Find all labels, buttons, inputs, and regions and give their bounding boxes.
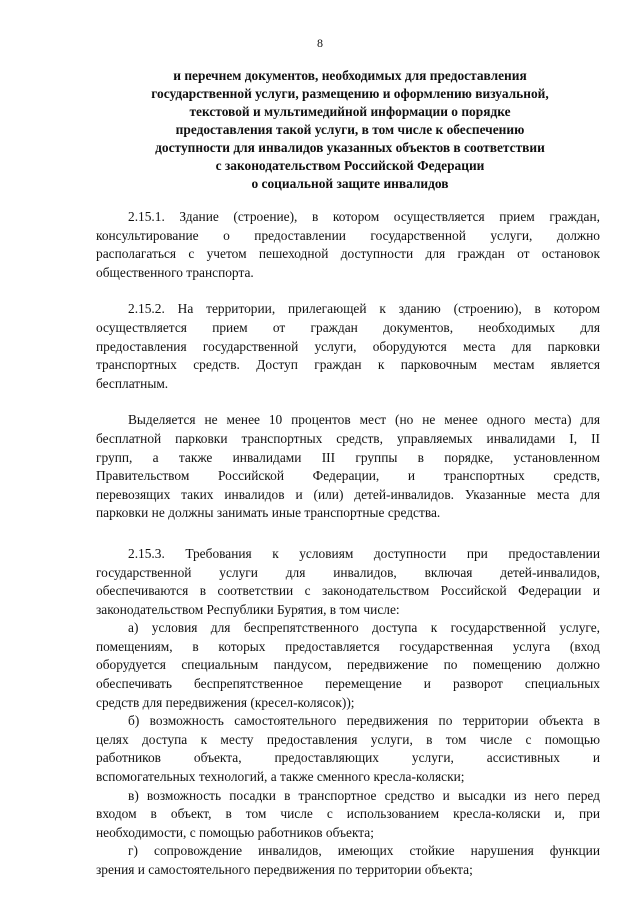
heading-line: государственной услуги, размещению и оформлению визуальной, [151,86,549,101]
list-item-b [96,712,600,786]
text-line: парковки не должны занимать иные транспортные средства. [96,505,441,521]
text-line: предоставления государственной услуги, оборудуются места для парковки [96,338,600,354]
text-line: 2.15.3. Требования к условиям доступности при предоставлении [128,545,600,561]
text-line: транспортных средств. Доступ граждан к парковочным местам является [96,357,600,373]
text-line: 2.15.1. Здание (строение), в котором осуществляется прием граждан, [128,209,600,224]
paragraph-2-15-1 [96,208,600,282]
text-line: обеспечивать беспрепятственное перемещение и разворот специальных [96,676,600,692]
section-heading [110,67,590,193]
text-line: бесплатной парковки транспортных средств, управляемых инвалидами I, II [96,430,600,446]
list-item-v [96,787,600,843]
heading-line: и перечнем документов, необходимых для предоставления [173,68,527,83]
text-line: зрения и самостоятельного передвижения по территории объекта; [96,862,473,877]
heading-line: текстовой и мультимедийной информации о порядке [189,104,511,119]
text-line: общественного транспорта. [96,264,254,280]
document-body [96,208,600,880]
text-line: средств для передвижения (кресел-колясок)); [96,694,355,710]
text-line: входом в объект, в том числе с использованием кресла-коляски и, при [96,806,600,822]
paragraph-2-15-3 [96,545,600,619]
heading-line: доступности для инвалидов указанных объектов в соответствии [155,140,545,155]
text-line: бесплатным. [96,375,169,391]
text-line: Выделяется не менее 10 процентов мест (но не менее одного места) для [128,412,600,428]
text-line: обеспечиваются в соответствии с законодательством Российской Федерации и [96,583,600,599]
text-line: оборудуется специальным пандусом, передвижение по помещению должно [96,657,600,673]
list-item-g [96,842,600,879]
text-line: необходимости, с помощью работников объекта; [96,824,374,840]
text-line: законодательством Республики Бурятия, в том числе: [96,601,400,617]
text-line: 2.15.2. На территории, прилегающей к зданию (строению), в котором [128,301,600,317]
text-line: целях доступа к месту предоставления услуги, в том числе с помощью [96,731,600,747]
text-line: Правительством Российской Федерации, и транспортных средств, [96,468,600,484]
heading-line: о социальной защите инвалидов [251,176,449,191]
heading-line: предоставления такой услуги, в том числе к обеспечению [175,122,525,137]
paragraph-parking-quota [96,411,600,523]
text-line: консультирование о предоставлении государственной услуги, должно [96,227,600,243]
text-line: государственной услуги для инвалидов, включая детей-инвалидов, [96,564,600,580]
page-number: 8 [317,36,323,50]
text-line: в) возможность посадки в транспортное средство и высадки из него перед [128,787,600,803]
text-line: осуществляется прием от граждан документов, необходимых для [96,319,600,335]
list-item-a [96,619,600,712]
text-line: а) условия для беспрепятственного доступа к государственной услуге, [128,620,600,636]
text-line: вспомогательных технологий, а также сменного кресла-коляски; [96,769,465,785]
paragraph-2-15-2 [96,300,600,393]
text-line: г) сопровождение инвалидов, имеющих стойкие нарушения функции [128,843,600,859]
text-line: групп, а также инвалидами III группы в порядке, установленном [96,449,600,465]
text-line: б) возможность самостоятельного передвижения по территории объекта в [128,713,600,729]
text-line: работников объекта, предоставляющих услуги, ассистивных и [96,750,600,766]
heading-line: с законодательством Российской Федерации [215,158,485,173]
text-line: располагаться с учетом пешеходной доступности для граждан от остановок [96,246,600,262]
text-line: помещениям, в которых предоставляется государственная услуга (вход [96,638,600,654]
text-line: перевозящих таких инвалидов и (или) детей-инвалидов. Указанные места для [96,486,600,502]
